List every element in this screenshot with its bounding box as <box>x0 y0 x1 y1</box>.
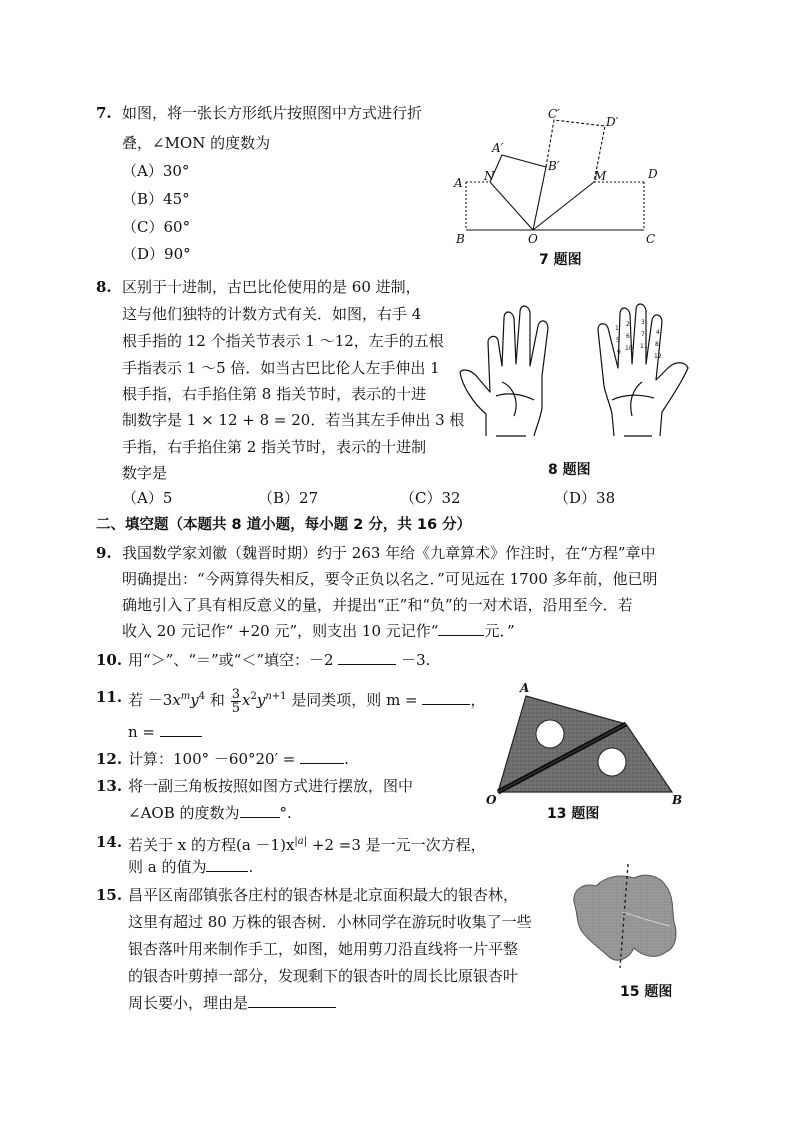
q8-number: 8. <box>96 278 112 296</box>
q8-line-3: 根手指的 12 个指关节表示 1 ～12，左手的五根 <box>122 332 444 350</box>
q7-label-m: M <box>594 169 607 183</box>
q15-line-1: 昌平区南邵镇张各庄村的银杏林是北京面积最大的银杏林， <box>128 886 519 904</box>
q11-n-blank[interactable] <box>160 722 202 737</box>
q8-line-6: 制数字是 1 × 12 + 8 = 20．若当其左手伸出 3 根 <box>122 411 465 429</box>
q11-fraction: $\frac{3}{5}$ <box>231 686 240 716</box>
q12-line: 计算：100° －60°20′ = . <box>128 750 349 768</box>
q7-label-d: D <box>648 167 658 181</box>
q14-number: 14. <box>96 833 123 851</box>
svg-text:9: 9 <box>617 349 621 356</box>
q7-option-c: （C）60° <box>122 218 191 236</box>
svg-text:4: 4 <box>656 329 660 336</box>
q10-line <box>128 650 430 670</box>
svg-text:12: 12 <box>654 353 662 360</box>
q8-line-4: 手指表示 1 ～5 倍．如当古巴比伦人左手伸出 1 <box>122 359 440 377</box>
q11-pre: 若 －3 <box>128 691 173 709</box>
q7-fold-figure <box>448 100 674 252</box>
q7-stem-line2: 叠，∠MON 的度数为 <box>122 134 271 152</box>
q7-label-a: A <box>454 176 463 190</box>
svg-text:6: 6 <box>626 333 630 340</box>
q11-number: 11. <box>96 688 123 706</box>
q11-line-2 <box>128 722 202 742</box>
q15-answer-blank[interactable] <box>248 993 336 1008</box>
q14-line-1: 若关于 x 的方程$(a -1)x^{|a|} +2 =3$ 是一元一次方程， <box>128 836 486 854</box>
q8-line-8: 数字是 <box>122 464 168 482</box>
q7-option-d: （D）90° <box>122 245 191 263</box>
q13-line-2 <box>128 803 292 823</box>
q11-end: ， <box>470 691 486 709</box>
q8-line-1: 区别于十进制，古巴比伦使用的是 60 进制， <box>122 278 421 296</box>
q7-label-b-prime: B′ <box>548 159 560 173</box>
q7-option-b: （B）45° <box>122 190 190 208</box>
q9-line-4 <box>122 621 515 641</box>
q10-answer-blank[interactable] <box>338 650 396 665</box>
q8-line-5: 根手指，右手掐住第 8 指关节时，表示的十进 <box>122 385 427 403</box>
svg-text:5: 5 <box>616 337 620 344</box>
q7-caption: 7 题图 <box>539 252 582 268</box>
q9-line-1: 我国数学家刘徽（魏晋时期）约于 263 年给《九章算术》作注时，在“方程”章中 <box>122 544 656 562</box>
q7-label-n: N <box>484 169 495 183</box>
q14-line-1b: +2 =3 是一元一次方程， <box>311 836 486 854</box>
q13-line-2-text: ∠AOB 的度数为 <box>128 804 240 822</box>
q15-caption: 15 题图 <box>620 984 673 1000</box>
q8-caption: 8 题图 <box>548 462 591 478</box>
q7-stem-line1: 如图，将一张长方形纸片按照图中方式进行折 <box>122 104 423 122</box>
svg-text:1: 1 <box>615 325 619 332</box>
q9-line-2: 明确提出：“今两算得失相反，要令正负以名之．”可见远在 1700 多年前，他已明 <box>122 570 658 588</box>
q15-line-2: 这里有超过 80 万株的银杏树．小林同学在游玩时收集了一些 <box>128 913 532 931</box>
q8-option-b: （B）27 <box>258 489 319 507</box>
q7-number: 7. <box>96 104 112 122</box>
svg-text:7: 7 <box>641 331 645 338</box>
q15-line-3: 银杏落叶用来制作手工，如图，她用剪刀沿直线将一片平整 <box>128 940 519 958</box>
q13-label-a: A <box>520 681 530 695</box>
q13-answer-blank[interactable] <box>240 803 280 818</box>
q11-post: 是同类项，则 m = <box>291 691 418 709</box>
q10-text: 用“＞”、“＝”或“＜”填空：－2 <box>128 651 334 669</box>
q8-line-7: 手指，右手掐住第 2 指关节时，表示的十进制 <box>122 438 427 456</box>
q14-line-1a: 若关于 x 的方程(a －1)x <box>128 836 295 854</box>
q7-label-d-prime: D′ <box>606 115 619 129</box>
q12-number: 12. <box>96 750 123 768</box>
q15-line-5-text: 周长要小，理由是 <box>128 994 249 1012</box>
q10-tail: －3. <box>401 651 431 669</box>
q15-ginkgo-leaf-figure <box>562 856 692 974</box>
q7-label-a-prime: A′ <box>492 141 504 155</box>
q15-line-5 <box>128 993 336 1013</box>
svg-text:3: 3 <box>641 319 645 326</box>
q8-hands-figure <box>456 296 692 446</box>
section-2-heading: 二、填空题（本题共 8 道小题，每小题 2 分，共 16 分） <box>96 517 472 533</box>
q11-m-blank[interactable] <box>422 690 470 705</box>
q12-text: 计算：100° －60°20′ = <box>128 750 296 768</box>
q13-label-b: B <box>672 793 683 807</box>
q9-line-3: 确地引入了具有相反意义的量，并提出“正”和“负”的一对术语，沿用至今．若 <box>122 596 633 614</box>
q13-label-o: O <box>486 793 497 807</box>
q14-answer-blank[interactable] <box>206 857 248 872</box>
q7-label-b: B <box>456 232 465 246</box>
q10-number: 10. <box>96 651 123 669</box>
svg-text:11: 11 <box>640 343 648 350</box>
q8-option-d: （D）38 <box>554 489 616 507</box>
q14-line-2: 则 a 的值为 . <box>128 858 254 876</box>
q13-tail: °. <box>279 804 292 822</box>
q9-line-4-text: 收入 20 元记作“ +20 元”，则支出 10 元记作“ <box>122 622 439 640</box>
q15-number: 15. <box>96 886 123 904</box>
q13-triangles-figure <box>484 680 684 810</box>
q11-n-label: n = <box>128 723 155 741</box>
q9-number: 9. <box>96 544 112 562</box>
q8-line-2: 这与他们独特的计数方式有关．如图，右手 4 <box>122 305 422 323</box>
q11-line-1: 若 $-3x^my^4$ 和 $\frac{3}{5}$ $x^2y^{n+1}$ 是同类项，则 m = ， <box>128 686 486 716</box>
q11-mid: 和 <box>209 691 225 709</box>
svg-text:8: 8 <box>655 341 659 348</box>
q13-line-1: 将一副三角板按照如图方式进行摆放，图中 <box>128 777 414 795</box>
q7-option-a: （A）30° <box>122 162 190 180</box>
q9-tail: 元．” <box>484 622 515 640</box>
q13-number: 13. <box>96 777 123 795</box>
q14-line-2-text: 则 a 的值为 <box>128 858 207 876</box>
q8-option-c: （C）32 <box>400 489 461 507</box>
q7-label-c-prime: C′ <box>548 107 560 121</box>
svg-text:2: 2 <box>626 321 630 328</box>
q15-line-4: 的银杏叶剪掉一部分，发现剩下的银杏叶的周长比原银杏叶 <box>128 967 519 985</box>
q13-caption: 13 题图 <box>547 806 600 822</box>
svg-text:10: 10 <box>625 345 633 352</box>
q7-label-o: O <box>528 232 538 246</box>
q8-option-a: （A）5 <box>122 489 173 507</box>
q12-answer-blank[interactable] <box>300 749 344 764</box>
q7-label-c: C <box>646 232 656 246</box>
q9-answer-blank[interactable] <box>438 621 484 636</box>
